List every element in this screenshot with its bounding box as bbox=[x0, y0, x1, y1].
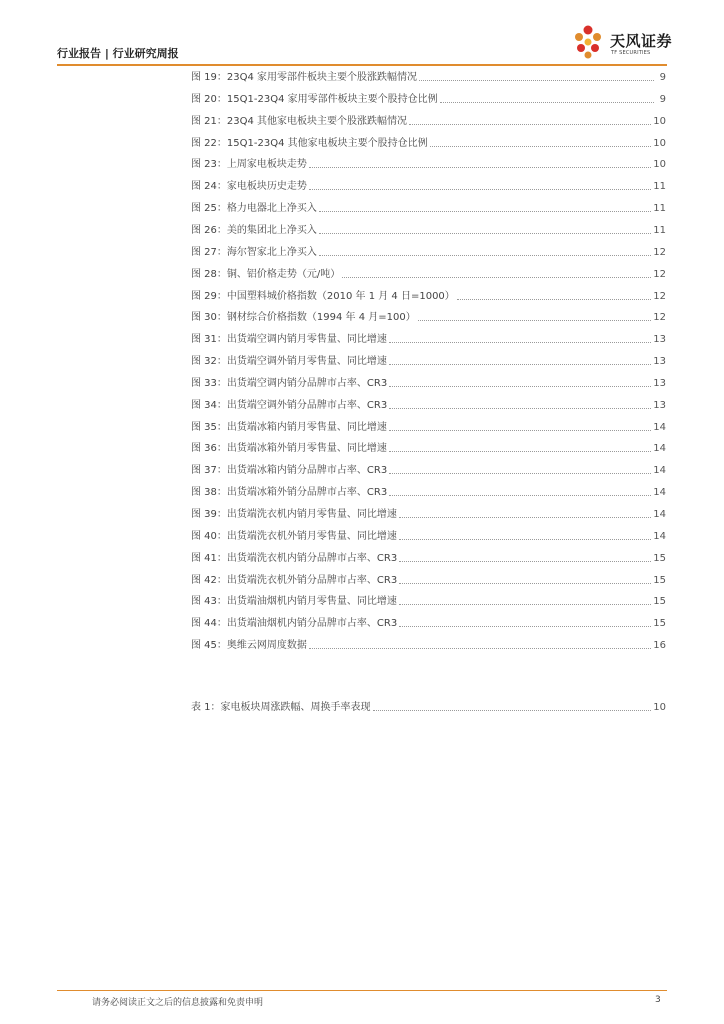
dot-leader bbox=[399, 516, 651, 518]
company-logo bbox=[570, 24, 680, 62]
toc-figure-entry-label[interactable]: 图 45：奥维云网周度数据 bbox=[191, 640, 307, 652]
dot-leader bbox=[457, 298, 651, 300]
toc-figure-entry[interactable] bbox=[191, 201, 666, 215]
dot-leader bbox=[319, 254, 651, 256]
dot-leader bbox=[399, 538, 651, 540]
toc-figure-entry-page-number[interactable]: 13 bbox=[653, 334, 666, 346]
toc-table-entry-page-number[interactable]: 10 bbox=[653, 702, 666, 713]
dot-leader bbox=[319, 210, 651, 212]
logo-english-text: TF SECURITIES bbox=[611, 50, 651, 56]
dot-leader bbox=[389, 363, 651, 365]
dot-leader bbox=[418, 319, 652, 321]
toc-figure-entry-page-number[interactable]: 11 bbox=[653, 181, 666, 193]
toc-figure-entry-page-number[interactable]: 14 bbox=[653, 509, 666, 520]
dot-leader bbox=[373, 709, 652, 711]
toc-figure-entry-page-number[interactable]: 12 bbox=[653, 312, 666, 324]
dot-leader bbox=[399, 582, 651, 584]
dot-leader bbox=[342, 276, 651, 278]
toc-figure-entry-label[interactable]: 图 43：出货端油烟机内销月零售量、同比增速 bbox=[191, 596, 397, 608]
dot-leader bbox=[389, 472, 651, 474]
toc-figure-entry-label[interactable]: 图 40：出货端洗衣机外销月零售量、同比增速 bbox=[191, 530, 397, 542]
dot-leader bbox=[389, 385, 651, 387]
toc-figure-entry-label[interactable]: 图 24：家电板块历史走势 bbox=[191, 181, 307, 193]
toc-figure-entry-label[interactable]: 图 23：上周家电板块走势 bbox=[191, 159, 307, 171]
toc-figure-entry-label[interactable]: 图 22：15Q1-23Q4 其他家电板块主要个股持仓比例 bbox=[191, 137, 428, 149]
dot-leader bbox=[399, 560, 651, 562]
toc-figure-entry[interactable] bbox=[191, 332, 666, 346]
toc-figure-entry-page-number[interactable]: 13 bbox=[653, 399, 666, 411]
toc-figure-entry[interactable] bbox=[191, 267, 666, 281]
toc-figure-entry-label[interactable]: 图 19：23Q4 家用零部件板块主要个股涨跌幅情况 bbox=[191, 72, 418, 83]
dot-leader bbox=[419, 79, 654, 81]
toc-figure-entry[interactable] bbox=[191, 157, 666, 171]
footer-divider bbox=[57, 990, 667, 991]
toc-figure-entry-page-number[interactable]: 10 bbox=[653, 115, 666, 127]
toc-figure-entry[interactable] bbox=[191, 354, 666, 368]
toc-figure-entry[interactable] bbox=[191, 507, 666, 521]
toc-figure-entry-page-number[interactable]: 15 bbox=[653, 574, 666, 586]
toc-figure-entry-label[interactable]: 图 37：出货端冰箱内销分品牌市占率、CR3 bbox=[191, 465, 388, 477]
toc-figure-entry-label[interactable]: 图 33：出货端空调内销分品牌市占率、CR3 bbox=[191, 377, 388, 389]
toc-figure-entry[interactable] bbox=[191, 441, 666, 455]
toc-figure-entry[interactable] bbox=[191, 376, 666, 390]
toc-figure-entry-page-number[interactable]: 13 bbox=[653, 356, 666, 368]
toc-figure-entry-label[interactable]: 图 30：钢材综合价格指数（1994 年 4 月=100） bbox=[191, 312, 416, 324]
toc-figure-entry-label[interactable]: 图 20：15Q1-23Q4 家用零部件板块主要个股持仓比例 bbox=[191, 93, 438, 105]
toc-table-entry-label[interactable]: 表 1：家电板块周涨跌幅、周换手率表现 bbox=[191, 702, 371, 713]
toc-figure-entry[interactable] bbox=[191, 136, 666, 150]
header-divider bbox=[57, 64, 667, 66]
toc-figure-entry-label[interactable]: 图 34：出货端空调外销分品牌市占率、CR3 bbox=[191, 399, 388, 411]
toc-figure-entry[interactable] bbox=[191, 420, 666, 434]
toc-figure-entry[interactable] bbox=[191, 573, 666, 587]
toc-figure-entry-page-number[interactable]: 14 bbox=[653, 530, 666, 542]
dot-leader bbox=[440, 101, 654, 103]
dot-leader bbox=[309, 647, 651, 649]
toc-figure-entry-page-number[interactable]: 11 bbox=[653, 224, 666, 236]
dot-leader bbox=[409, 123, 651, 125]
toc-figure-entry[interactable] bbox=[191, 70, 666, 84]
toc-figure-entry-label[interactable]: 图 27：海尔智家北上净买入 bbox=[191, 246, 317, 258]
toc-figure-entry[interactable] bbox=[191, 245, 666, 259]
page-number: 3 bbox=[655, 995, 661, 1005]
toc-figure-entry-page-number[interactable]: 11 bbox=[653, 203, 666, 215]
toc-table-entry[interactable] bbox=[191, 700, 666, 714]
report-category: 行业报告 | 行业研究周报 bbox=[57, 47, 179, 60]
toc-figure-entry[interactable] bbox=[191, 289, 666, 303]
toc-figure-entry[interactable] bbox=[191, 485, 666, 499]
toc-figure-entry-label[interactable]: 图 28：铜、铝价格走势（元/吨） bbox=[191, 268, 341, 280]
toc-figure-entry-page-number[interactable]: 16 bbox=[653, 640, 666, 652]
toc-figure-entry-label[interactable]: 图 26：美的集团北上净买入 bbox=[191, 224, 317, 236]
toc-figure-entry-label[interactable]: 图 41：出货端洗衣机内销分品牌市占率、CR3 bbox=[191, 552, 398, 564]
toc-figure-entry[interactable] bbox=[191, 638, 666, 652]
toc-figure-entry-page-number[interactable]: 15 bbox=[653, 596, 666, 608]
toc-figure-entry-label[interactable]: 图 21：23Q4 其他家电板块主要个股涨跌幅情况 bbox=[191, 115, 408, 127]
logo-chinese-text: 天风证券 bbox=[610, 32, 673, 50]
dot-leader bbox=[399, 625, 651, 627]
toc-figure-entry-label[interactable]: 图 32：出货端空调外销月零售量、同比增速 bbox=[191, 356, 387, 368]
toc-figure-entry-page-number[interactable]: 12 bbox=[653, 246, 666, 258]
toc-figure-entry[interactable] bbox=[191, 551, 666, 565]
toc-figure-entry-page-number[interactable]: 14 bbox=[653, 443, 666, 455]
toc-figure-entry[interactable] bbox=[191, 529, 666, 543]
dot-leader bbox=[389, 407, 651, 409]
toc-figure-entry[interactable] bbox=[191, 616, 666, 630]
toc-figure-entry-label[interactable]: 图 35：出货端冰箱内销月零售量、同比增速 bbox=[191, 421, 387, 433]
toc-figure-entry-page-number[interactable]: 14 bbox=[653, 465, 666, 477]
toc-figure-entry[interactable] bbox=[191, 92, 666, 106]
toc-figure-entry-label[interactable]: 图 44：出货端油烟机内销分品牌市占率、CR3 bbox=[191, 618, 398, 630]
toc-figure-entry[interactable] bbox=[191, 223, 666, 237]
toc-figure-entry[interactable] bbox=[191, 179, 666, 193]
disclaimer-text: 请务必阅读正文之后的信息披露和免责申明 bbox=[92, 998, 264, 1008]
toc-figure-entry-label[interactable]: 图 39：出货端洗衣机内销月零售量、同比增速 bbox=[191, 509, 397, 520]
toc-figure-entry-page-number[interactable]: 10 bbox=[653, 137, 666, 149]
dot-leader bbox=[389, 450, 651, 452]
logo-flower-icon bbox=[570, 24, 606, 60]
dot-leader bbox=[389, 494, 651, 496]
dot-leader bbox=[389, 341, 651, 343]
toc-figure-entry-label[interactable]: 图 25：格力电器北上净买入 bbox=[191, 203, 317, 215]
toc-figure-entry-page-number[interactable]: 10 bbox=[653, 159, 666, 171]
toc-figure-entry-page-number[interactable]: 9 bbox=[659, 72, 666, 83]
toc-figure-entry-page-number[interactable]: 13 bbox=[653, 377, 666, 389]
dot-leader bbox=[319, 232, 651, 234]
dot-leader bbox=[309, 188, 651, 190]
toc-figure-entry-label[interactable]: 图 36：出货端冰箱外销月零售量、同比增速 bbox=[191, 443, 387, 455]
toc-figure-entry-page-number[interactable]: 14 bbox=[653, 487, 666, 499]
toc-figure-entry-label[interactable]: 图 29：中国塑料城价格指数（2010 年 1 月 4 日=1000） bbox=[191, 290, 455, 302]
dot-leader bbox=[309, 166, 651, 168]
toc-figure-entry[interactable] bbox=[191, 398, 666, 412]
toc-figure-entry-page-number[interactable]: 14 bbox=[653, 421, 666, 433]
dot-leader bbox=[389, 429, 651, 431]
toc-figure-entry-page-number[interactable]: 15 bbox=[653, 618, 666, 630]
toc-figure-entry-label[interactable]: 图 38：出货端冰箱外销分品牌市占率、CR3 bbox=[191, 487, 388, 499]
toc-figure-entry[interactable] bbox=[191, 463, 666, 477]
toc-figure-entry[interactable] bbox=[191, 310, 666, 324]
toc-figure-entry-label[interactable]: 图 42：出货端洗衣机外销分品牌市占率、CR3 bbox=[191, 574, 398, 586]
toc-figure-entry-page-number[interactable]: 12 bbox=[653, 290, 666, 302]
toc-figure-entry-page-number[interactable]: 15 bbox=[653, 552, 666, 564]
dot-leader bbox=[399, 603, 651, 605]
toc-figure-entry-label[interactable]: 图 31：出货端空调内销月零售量、同比增速 bbox=[191, 334, 387, 346]
dot-leader bbox=[430, 145, 652, 147]
toc-figure-entry[interactable] bbox=[191, 594, 666, 608]
toc-figure-entry[interactable] bbox=[191, 114, 666, 128]
toc-figure-entry-page-number[interactable]: 12 bbox=[653, 268, 666, 280]
toc-figure-entry-page-number[interactable]: 9 bbox=[659, 93, 666, 105]
